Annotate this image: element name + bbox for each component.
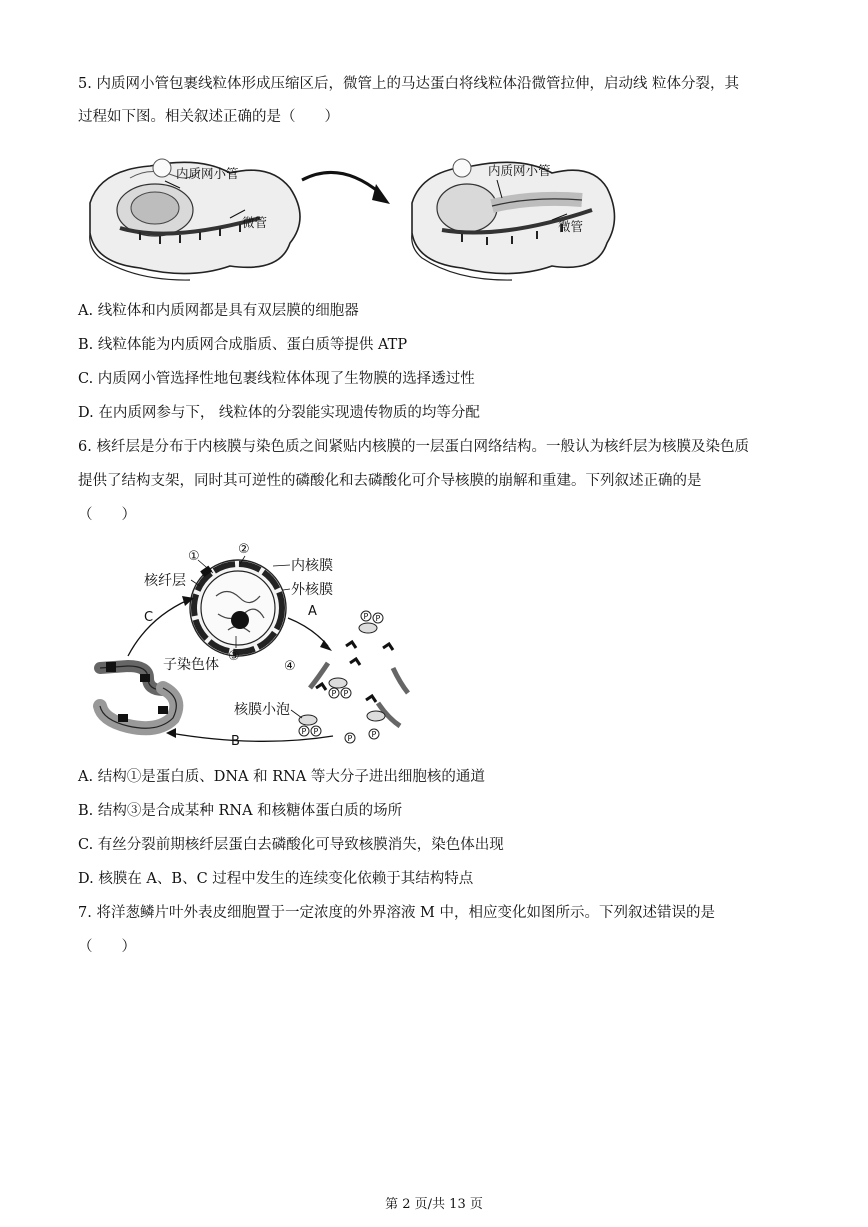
arrow-a: [288, 618, 328, 646]
disassembled-envelope-illustration: [299, 623, 408, 726]
q5-option-d: D. 在内质网参与下， 线粒体的分裂能实现遗传物质的均等分配: [78, 405, 480, 421]
phospho-4: P: [343, 689, 349, 698]
right-mt-label: 微管: [558, 219, 584, 234]
left-er-label: 内质网小管: [176, 166, 239, 181]
q6-option-b: B. 结构③是合成某种 RNA 和核糖体蛋白质的场所: [78, 803, 403, 819]
phospho-6: P: [313, 727, 319, 736]
phospho-8: P: [371, 730, 377, 739]
phospho-5: P: [301, 727, 307, 736]
q6-stem-line1: 6. 核纤层是分布于内核膜与染色质之间紧贴内核膜的一层蛋白网络结构。一般认为核纤层为核膜及染色质: [78, 439, 749, 455]
arrow-b-label: B: [231, 734, 240, 749]
arrow-b: [170, 733, 333, 741]
q6-option-a: A. 结构①是蛋白质、DNA 和 RNA 等大分子进出细胞核的通道: [78, 769, 485, 785]
phospho-3: P: [331, 689, 337, 698]
q5-mitochondria-figure: [80, 148, 620, 286]
label-2: ②: [238, 542, 250, 557]
q6-stem-line2: 提供了结构支架，同时其可逆性的磷酸化和去磷酸化可介导核膜的崩解和重建。下列叙述正确的是: [78, 473, 702, 489]
q5-option-b: B. 线粒体能为内质网合成脂质、蛋白质等提供 ATP: [78, 337, 408, 353]
q5-stem-line2: 过程如下图。相关叙述正确的是（ ）: [78, 109, 339, 125]
left-mt-label: 微管: [242, 215, 268, 230]
label-1: ①: [188, 549, 200, 564]
page-footer: 第 2 页/共 13 页: [385, 1197, 483, 1212]
q6-option-c: C. 有丝分裂前期核纤层蛋白去磷酸化可导致核膜消失，染色体出现: [78, 837, 504, 853]
arrow-c-label: C: [144, 610, 154, 625]
nuclear-vesicle-label: 核膜小泡: [234, 702, 290, 718]
phospho-7: P: [347, 734, 353, 743]
arrow-a-label: A: [308, 604, 317, 619]
q7-stem-line1: 7. 将洋葱鳞片叶外表皮细胞置于一定浓度的外界溶液 M 中，相应变化如图所示。下列叙述错误的是: [78, 905, 716, 921]
q6-stem-line3: （ ）: [78, 507, 136, 523]
q5-option-a: A. 线粒体和内质网都是具有双层膜的细胞器: [78, 303, 359, 319]
q6-option-d: D. 核膜在 A、B、C 过程中发生的连续变化依赖于其结构特点: [78, 871, 474, 887]
label-4: ④: [284, 659, 296, 674]
q5-option-c: C. 内质网小管选择性地包裹线粒体体现了生物膜的选择透过性: [78, 371, 475, 387]
q5-stem-line1: 5. 内质网小管包裹线粒体形成压缩区后，微管上的马达蛋白将线粒体沿微管拉伸，启动线 粒体分裂，其: [78, 76, 740, 92]
phospho-2: P: [375, 614, 381, 623]
label-3: ③: [228, 649, 240, 664]
q7-stem-line2: （ ）: [78, 939, 136, 955]
inner-membrane-label: 内核膜: [291, 558, 333, 574]
transition-arrow: [302, 172, 380, 193]
nucleus-illustration: [190, 560, 286, 656]
lamina-label: 核纤层: [144, 573, 186, 589]
arrow-c: [128, 600, 188, 656]
q6-nuclear-envelope-figure: [88, 538, 418, 756]
outer-membrane-label: 外核膜: [291, 582, 333, 598]
right-er-label: 内质网小管: [488, 163, 551, 178]
daughter-chromosome-label: 子染色体: [163, 657, 219, 673]
phospho-1: P: [363, 612, 369, 621]
